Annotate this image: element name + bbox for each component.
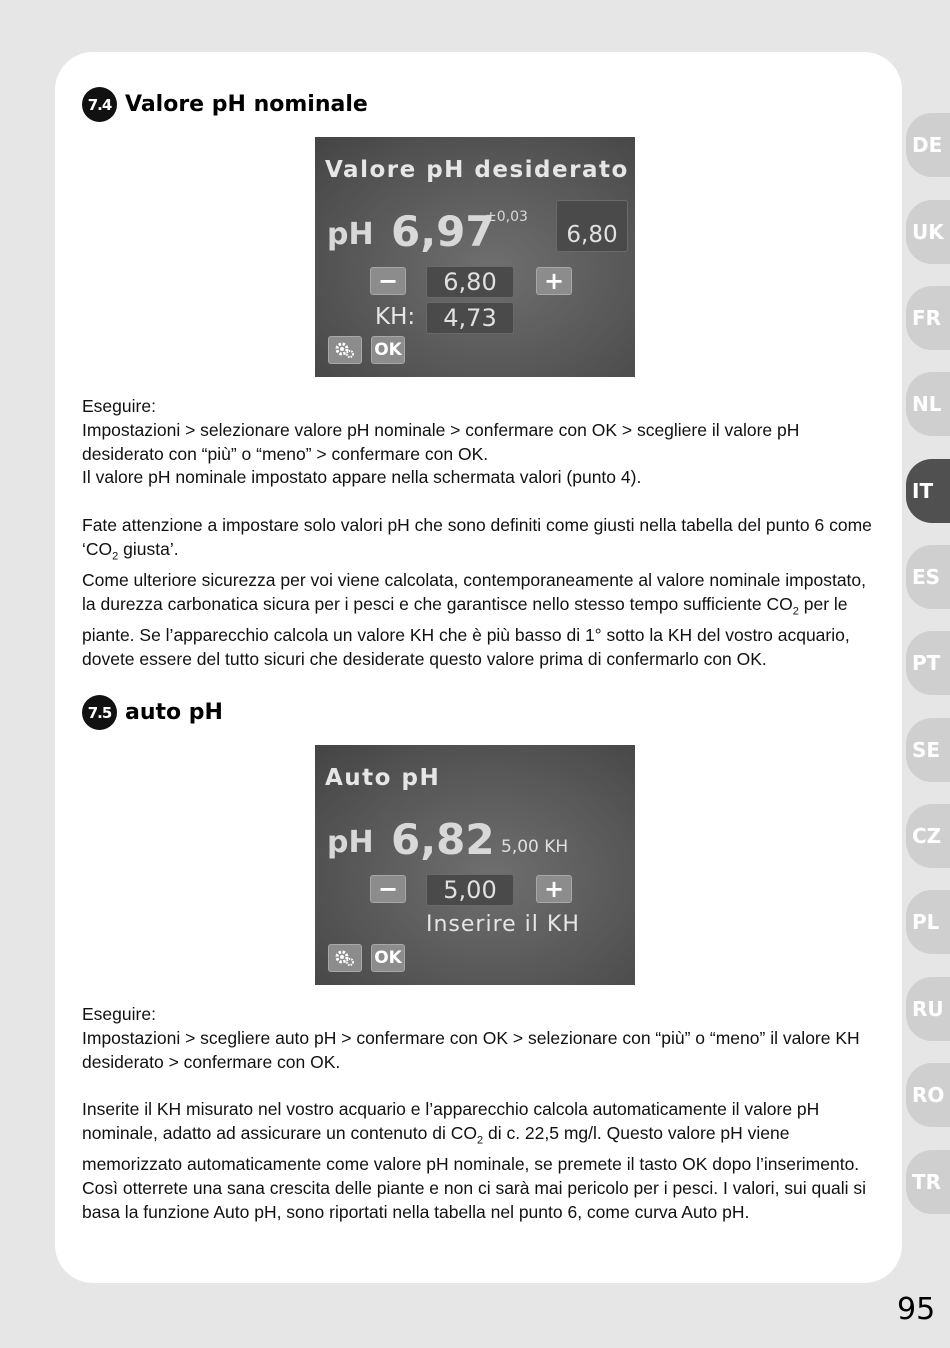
- tab-lang-pt[interactable]: PT: [906, 631, 950, 695]
- paragraph: Inserite il KH misurato nel vostro acquario e l’apparecchio calcola automaticamente il valore pH nominale, adatto ad assicurare un contenuto di $CO_2$ di c. 22,5 mg/l. Questo valore pH viene memorizzato automaticamente come valore pH nominale, se premete il tasto OK dopo l’inserimento. Così otterrete una sana crescita delle piante e non ci sarà mai pericolo per i pesci. I valori, sui quali si basa la funzione Auto pH, sono riportati nella tabella nel punto 6, come curva Auto pH.: [82, 1099, 867, 1222]
- section-title: auto pH: [125, 700, 223, 725]
- paragraph: Impostazioni > scegliere auto pH > confermare con OK > selezionare con “più” o “meno” il valore KH desiderato > confermare con OK.: [82, 1027, 860, 1072]
- settings-button[interactable]: [328, 944, 362, 972]
- paragraph: Il valore pH nominale impostato appare nella schermata valori (punto 4).: [82, 467, 642, 488]
- paragraph: Fate attenzione a impostare solo valori pH che sono definiti come giusti nella tabella del punto 6 come ‘$CO_2$ giusta’.: [82, 514, 872, 563]
- ph-label: pH: [327, 217, 374, 252]
- device-screen-auto-ph: [315, 745, 635, 985]
- device-screen-ph-target: [315, 137, 635, 377]
- gear-icon: [334, 341, 356, 359]
- minus-button[interactable]: −: [370, 267, 406, 295]
- plus-button[interactable]: +: [536, 875, 572, 903]
- tab-lang-nl[interactable]: NL: [906, 372, 950, 436]
- kh-info: 5,00 KH: [501, 837, 569, 857]
- tab-lang-cz[interactable]: CZ: [906, 804, 950, 868]
- tab-lang-tr[interactable]: TR: [906, 1150, 950, 1214]
- ph-value: 6,82: [391, 815, 495, 864]
- paragraph: Impostazioni > selezionare valore pH nominale > confermare con OK > scegliere il valore pH desiderato con “più” o “meno” > confermare con OK.: [82, 419, 800, 464]
- tab-lang-se[interactable]: SE: [906, 718, 950, 782]
- section-number-badge: 7.4: [82, 87, 117, 122]
- tab-lang-fr[interactable]: FR: [906, 286, 950, 350]
- ph-value: 6,97: [391, 207, 495, 256]
- paragraph: Eseguire:: [82, 1004, 156, 1024]
- paragraph: Come ulteriore sicurezza per voi viene calcolata, contemporaneamente al valore nominale impostato, la durezza carbonatica sicura per i pesci e che garantisce nello stesso tempo sufficiente $CO_2$ per le piante. Se l’apparecchio calcola un valore KH che è più basso di 1° sotto la KH del vostro acquario, dovete essere del tutto sicuri che desiderate questo valore prima di confermarlo con OK.: [82, 570, 867, 669]
- page-number: 95: [897, 1292, 936, 1327]
- section-7-5-body: [82, 1003, 872, 1225]
- tab-lang-de[interactable]: DE: [906, 113, 950, 177]
- ok-button[interactable]: OK: [371, 944, 405, 972]
- section-title: Valore pH nominale: [125, 92, 368, 117]
- tab-lang-pl[interactable]: PL: [906, 890, 950, 954]
- target-value-box: 6,80: [556, 200, 628, 252]
- minus-button[interactable]: −: [370, 875, 406, 903]
- kh-label: KH:: [375, 304, 416, 330]
- ok-button[interactable]: OK: [371, 336, 405, 364]
- tab-lang-ru[interactable]: RU: [906, 977, 950, 1041]
- ph-label: pH: [327, 825, 374, 860]
- tab-lang-es[interactable]: ES: [906, 545, 950, 609]
- section-number-badge: 7.5: [82, 695, 117, 730]
- paragraph: Eseguire:: [82, 396, 156, 416]
- hint-text: Inserire il KH: [426, 912, 580, 937]
- tab-lang-uk[interactable]: UK: [906, 200, 950, 264]
- kh-value-field: 4,73: [426, 302, 514, 334]
- section-heading-7-5: [82, 695, 223, 730]
- set-value-field[interactable]: 6,80: [426, 266, 514, 298]
- tab-lang-it[interactable]: IT: [906, 459, 950, 523]
- screen-title: Auto pH: [325, 765, 441, 791]
- set-value-field[interactable]: 5,00: [426, 874, 514, 906]
- settings-button[interactable]: [328, 336, 362, 364]
- plus-button[interactable]: +: [536, 267, 572, 295]
- gear-icon: [334, 949, 356, 967]
- screen-title: Valore pH desiderato: [325, 157, 629, 183]
- section-7-4-body: [82, 395, 872, 672]
- tolerance: ±0,03: [485, 209, 528, 225]
- tab-lang-ro[interactable]: RO: [906, 1063, 950, 1127]
- section-heading-7-4: [82, 87, 368, 122]
